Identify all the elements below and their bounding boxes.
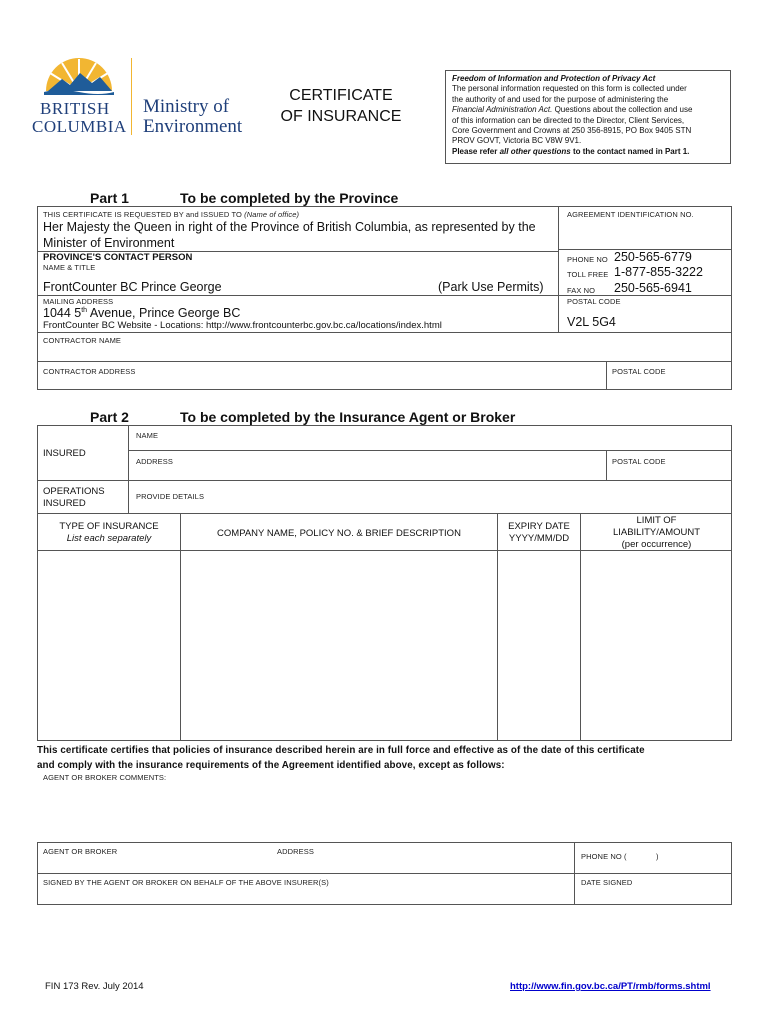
comments-label: AGENT OR BROKER COMMENTS: xyxy=(43,773,167,782)
col-limit xyxy=(581,515,732,551)
requested-value-line1: Her Majesty the Queen in right of the Province of British Columbia, as represented by the xyxy=(43,220,536,234)
phone-label: PHONE NO xyxy=(567,255,608,264)
form-title xyxy=(268,85,414,127)
agent-broker-label: AGENT OR BROKER xyxy=(43,847,118,856)
operations-label-line2: INSURED xyxy=(43,498,86,509)
divider xyxy=(37,513,732,514)
divider xyxy=(558,206,559,332)
postal-code-value[interactable]: V2L 5G4 xyxy=(567,315,616,329)
fax-label: FAX NO xyxy=(567,286,596,295)
requested-label xyxy=(43,210,299,219)
divider xyxy=(128,425,129,513)
part1-heading: To be completed by the Province xyxy=(180,190,399,206)
divider xyxy=(606,450,607,480)
privacy-heading: Freedom of Information and Protection of Privacy Act xyxy=(452,74,656,83)
tollfree-label: TOLL FREE xyxy=(567,270,609,279)
privacy-text: the authority of and used for the purpose of administering the xyxy=(452,94,669,104)
logo-divider xyxy=(131,58,132,135)
requested-label-text: THIS CERTIFICATE IS REQUESTED BY and ISSUED TO xyxy=(43,210,242,219)
divider xyxy=(558,295,732,296)
certification-line1: This certificate certifies that policies of insurance described herein are in full force and effective as of the date of this certificate xyxy=(37,745,645,756)
bc-logo xyxy=(32,55,127,137)
divider xyxy=(497,513,498,741)
signed-label: SIGNED BY THE AGENT OR BROKER ON BEHALF OF THE ABOVE INSURER(S) xyxy=(43,878,329,887)
mailing-address-sup: th xyxy=(81,306,88,314)
ministry-name-line2: Environment xyxy=(143,116,243,137)
privacy-notice xyxy=(445,70,731,164)
privacy-text: Core Government and Crowns at 250 356-8915, PO Box 9405 STN xyxy=(452,126,692,136)
contact-title[interactable]: (Park Use Permits) xyxy=(438,280,544,294)
tollfree-value[interactable]: 1-877-855-3222 xyxy=(614,265,703,279)
forms-link[interactable]: http://www.fin.gov.bc.ca/PT/rmb/forms.shtml xyxy=(510,981,711,992)
date-signed-label: DATE SIGNED xyxy=(581,878,633,887)
provide-details-label: PROVIDE DETAILS xyxy=(136,492,205,501)
divider xyxy=(606,361,607,390)
part2-label: Part 2 xyxy=(90,409,129,425)
privacy-text: Questions about the collection and use xyxy=(552,105,693,115)
col-limit-line3: (per occurrence) xyxy=(621,539,692,550)
ministry-name-line1: Ministry of xyxy=(143,96,230,117)
col-expiry-line2: YYYY/MM/DD xyxy=(508,533,570,544)
form-id: FIN 173 Rev. July 2014 xyxy=(45,981,144,992)
insured-address-label: ADDRESS xyxy=(136,457,173,466)
privacy-text: The personal information requested on this form is collected under xyxy=(452,84,687,94)
col-limit-line2: LIABILITY/AMOUNT xyxy=(612,527,701,538)
requested-label-italic: (Name of office) xyxy=(244,210,300,219)
requested-value-line2: Minister of Environment xyxy=(43,236,175,250)
privacy-refer: to the contact named in Part 1. xyxy=(570,146,690,156)
operations-label xyxy=(43,486,105,510)
requested-value[interactable] xyxy=(43,219,553,251)
divider xyxy=(37,295,558,296)
divider xyxy=(37,480,732,481)
col-expiry-date xyxy=(498,521,580,545)
insured-name-label: NAME xyxy=(136,431,159,440)
col-expiry-line1: EXPIRY DATE xyxy=(508,521,570,532)
col-type-of-insurance xyxy=(38,521,180,545)
name-title-label: NAME & TITLE xyxy=(43,263,96,272)
contractor-address-label: CONTRACTOR ADDRESS xyxy=(43,367,136,376)
col-limit-line1: LIMIT OF xyxy=(636,515,677,526)
contact-heading: PROVINCE'S CONTACT PERSON xyxy=(43,252,193,263)
privacy-text: of this information can be directed to the Director, Client Services, xyxy=(452,115,685,125)
divider xyxy=(37,873,732,874)
website-line[interactable]: FrontCounter BC Website - Locations: http://www.frontcounterbc.gov.bc.ca/locations/index.html xyxy=(43,320,442,331)
mailing-address-street: Avenue, Prince George BC xyxy=(87,306,241,320)
privacy-text-act: Financial Administration Act. xyxy=(452,105,553,115)
divider xyxy=(37,332,732,333)
divider xyxy=(180,513,181,741)
logo-text-columbia: COLUMBIA xyxy=(32,117,127,136)
contractor-name-label: CONTRACTOR NAME xyxy=(43,336,122,345)
col-type-line2: List each separately xyxy=(66,533,152,544)
agreement-id-label: AGREEMENT IDENTIFICATION NO. xyxy=(567,210,694,219)
divider xyxy=(37,361,732,362)
contact-name[interactable]: FrontCounter BC Prince George xyxy=(43,280,222,294)
insured-label: INSURED xyxy=(43,448,86,459)
certification-text xyxy=(37,743,737,773)
form-title-line2: OF INSURANCE xyxy=(280,108,402,125)
col-company-name: COMPANY NAME, POLICY NO. & BRIEF DESCRIPTION xyxy=(217,528,461,539)
form-title-line1: CERTIFICATE xyxy=(289,87,393,104)
col-type-line1: TYPE OF INSURANCE xyxy=(59,521,159,532)
divider xyxy=(574,842,575,905)
contractor-postal-label: POSTAL CODE xyxy=(612,367,666,376)
postal-code-label: POSTAL CODE xyxy=(567,297,621,306)
insured-postal-label: POSTAL CODE xyxy=(612,457,666,466)
agent-address-label: ADDRESS xyxy=(277,847,314,856)
sun-mountain-icon xyxy=(34,55,124,95)
certification-line2: and comply with the insurance requirements of the Agreement identified above, except as follows: xyxy=(37,760,505,771)
operations-label-line1: OPERATIONS xyxy=(43,486,105,497)
agent-phone-close: ) xyxy=(656,852,659,861)
phone-value[interactable]: 250-565-6779 xyxy=(614,250,692,264)
privacy-refer: Please refer xyxy=(452,146,500,156)
fax-value[interactable]: 250-565-6941 xyxy=(614,281,692,295)
mailing-address-value[interactable] xyxy=(43,306,240,320)
mailing-address-number: 1044 5 xyxy=(43,306,82,320)
part1-label: Part 1 xyxy=(90,190,129,206)
privacy-refer-italic: all other questions xyxy=(499,146,571,156)
privacy-text: PROV GOVT, Victoria BC V8W 9V1. xyxy=(452,136,582,146)
part2-section xyxy=(37,425,732,741)
mailing-address-label: MAILING ADDRESS xyxy=(43,297,114,306)
logo-text-british: BRITISH xyxy=(40,99,110,118)
part2-heading: To be completed by the Insurance Agent or Broker xyxy=(180,409,516,425)
agent-phone-label: PHONE NO ( xyxy=(581,852,627,861)
divider xyxy=(128,450,732,451)
